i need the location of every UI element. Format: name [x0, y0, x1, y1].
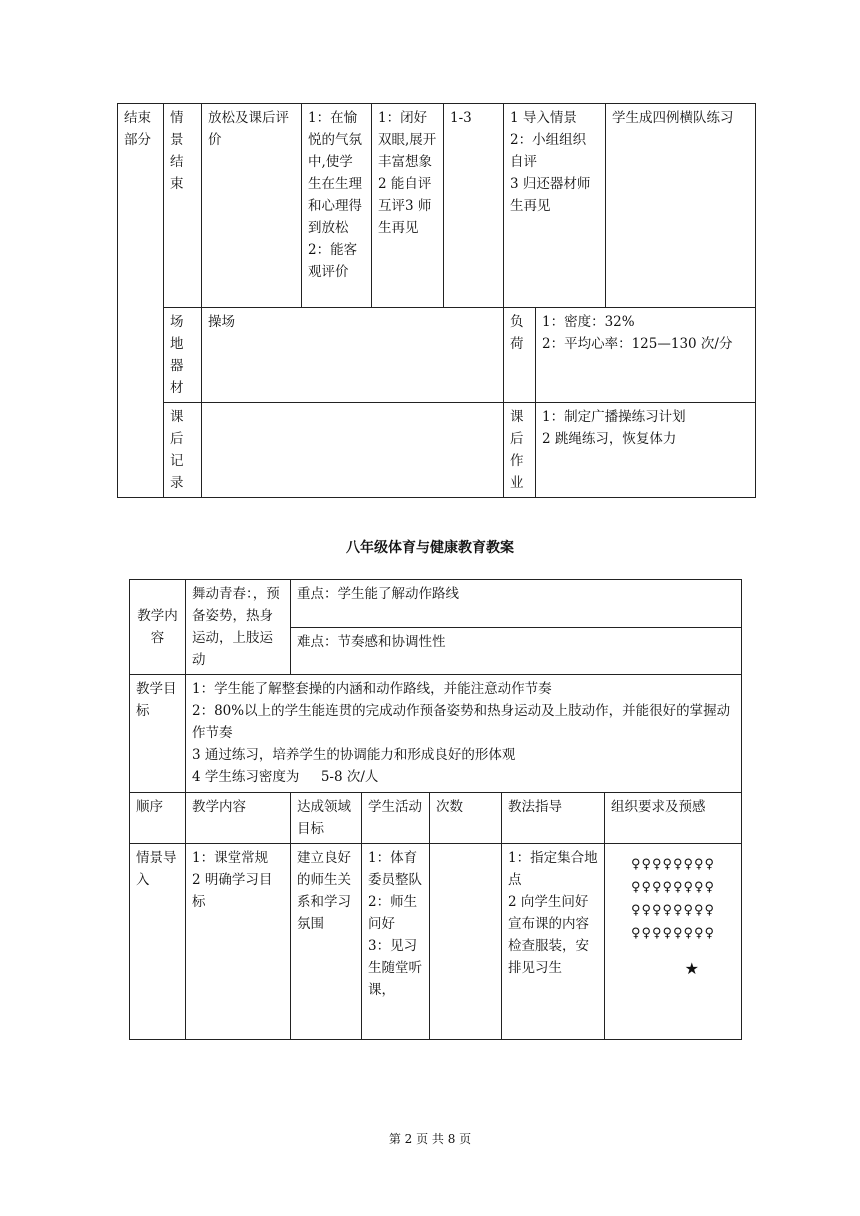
- goal-line: 3 通过练习，培养学生的协调能力和形成良好的形体观: [192, 747, 516, 763]
- count-cell: [430, 844, 502, 1040]
- method-line: 2：小组组织自评: [510, 132, 587, 170]
- venue-value: 操场: [202, 308, 504, 403]
- formation-row: ♀♀♀♀♀♀♀♀: [630, 880, 716, 895]
- venue-label: 场地器材: [164, 308, 202, 403]
- header-method: 教法指导: [502, 793, 605, 844]
- content-cell: [186, 844, 291, 1040]
- header-activity: 学生活动: [362, 793, 430, 844]
- header-order: 顺序: [130, 793, 186, 844]
- goal-cell: 1：在愉悦的气氛中,使学生在生理和心理得到放松2：能客观评价: [302, 104, 372, 308]
- header-count: 次数: [430, 793, 502, 844]
- load-line: 1：密度：32%: [542, 314, 635, 330]
- goal-line: 2：80%以上的学生能连贯的完成动作预备姿势和热身运动及上肢动作，并能很好的掌握动作节奏: [192, 703, 731, 741]
- domain-cell: 建立良好的师生关系和学习氛围: [291, 844, 362, 1040]
- content-cell: 放松及课后评价: [202, 104, 302, 308]
- org-cell: 学生成四例横队练习: [606, 104, 756, 308]
- header-org: 组织要求及预感: [605, 793, 742, 844]
- formation-cell: [605, 844, 742, 1040]
- activity-cell: [362, 844, 430, 1040]
- method-line: 3 归还器材师生再见: [510, 176, 591, 214]
- homework-label: 课后作业: [504, 403, 536, 498]
- formation-row: ♀♀♀♀♀♀♀♀: [630, 903, 716, 918]
- page-footer: 第 2 页 共 8 页: [388, 1132, 472, 1146]
- record-value: [202, 403, 504, 498]
- content-label: 教学内容: [130, 580, 186, 675]
- stage-label: 情景结束: [164, 104, 202, 308]
- teacher-star-icon: ★: [684, 959, 699, 978]
- count-cell: 1-3: [444, 104, 504, 308]
- activity-line: 3：见习生随堂听课，: [368, 938, 422, 998]
- content-value: 舞动青春：，预备姿势，热身运动，上肢运动: [186, 580, 291, 675]
- method-cell: [504, 104, 606, 308]
- activity-line: 2：师生问好: [368, 894, 418, 932]
- goal-line: 4 学生练习密度为 5-8 次/人: [192, 769, 379, 785]
- activity-cell: 1：闭好双眼,展开丰富想象2 能自评互评3 师生再见: [372, 104, 444, 308]
- homework-line: 2 跳绳练习，恢复体力: [542, 431, 677, 447]
- formation-row: ♀♀♀♀♀♀♀♀: [630, 857, 716, 872]
- difficulty: 难点：节奏感和协调性性: [291, 627, 742, 675]
- goal-line: 1：学生能了解整套操的内涵和动作路线，并能注意动作节奏: [192, 681, 552, 697]
- method-line: 检查服装，安排见习生: [508, 938, 589, 976]
- content-line: 2 明确学习目标: [192, 872, 273, 910]
- header-domain: 达成领域目标: [291, 793, 362, 844]
- content-line: 1：课堂常规: [192, 850, 269, 866]
- order-cell: 情景导入: [130, 844, 186, 1040]
- homework-value: [536, 403, 756, 498]
- method-line: 2 向学生问好宣布课的内容: [508, 894, 589, 932]
- load-value: [536, 308, 756, 403]
- header-content: 教学内容: [186, 793, 291, 844]
- method-cell: [502, 844, 605, 1040]
- method-line: 1 导入情景: [510, 110, 577, 126]
- formation-row: ♀♀♀♀♀♀♀♀: [630, 926, 716, 941]
- key-point: 重点：学生能了解动作路线: [291, 580, 742, 628]
- record-label: 课后记录: [164, 403, 202, 498]
- goal-list: [186, 675, 742, 793]
- method-line: 1：指定集合地点: [508, 850, 598, 888]
- load-label: 负荷: [504, 308, 536, 403]
- activity-line: 1：体育委员整队: [368, 850, 422, 888]
- goal-label: 教学目标: [130, 675, 186, 793]
- homework-line: 1：制定广播操练习计划: [542, 409, 686, 425]
- page-title: 八年级体育与健康教育教案: [346, 540, 514, 556]
- lesson-plan-table-end: [117, 103, 756, 498]
- lesson-plan-table: [129, 579, 742, 1040]
- load-line: 2：平均心率：125—130 次/分: [542, 336, 733, 352]
- part-label: 结束部分: [118, 104, 164, 498]
